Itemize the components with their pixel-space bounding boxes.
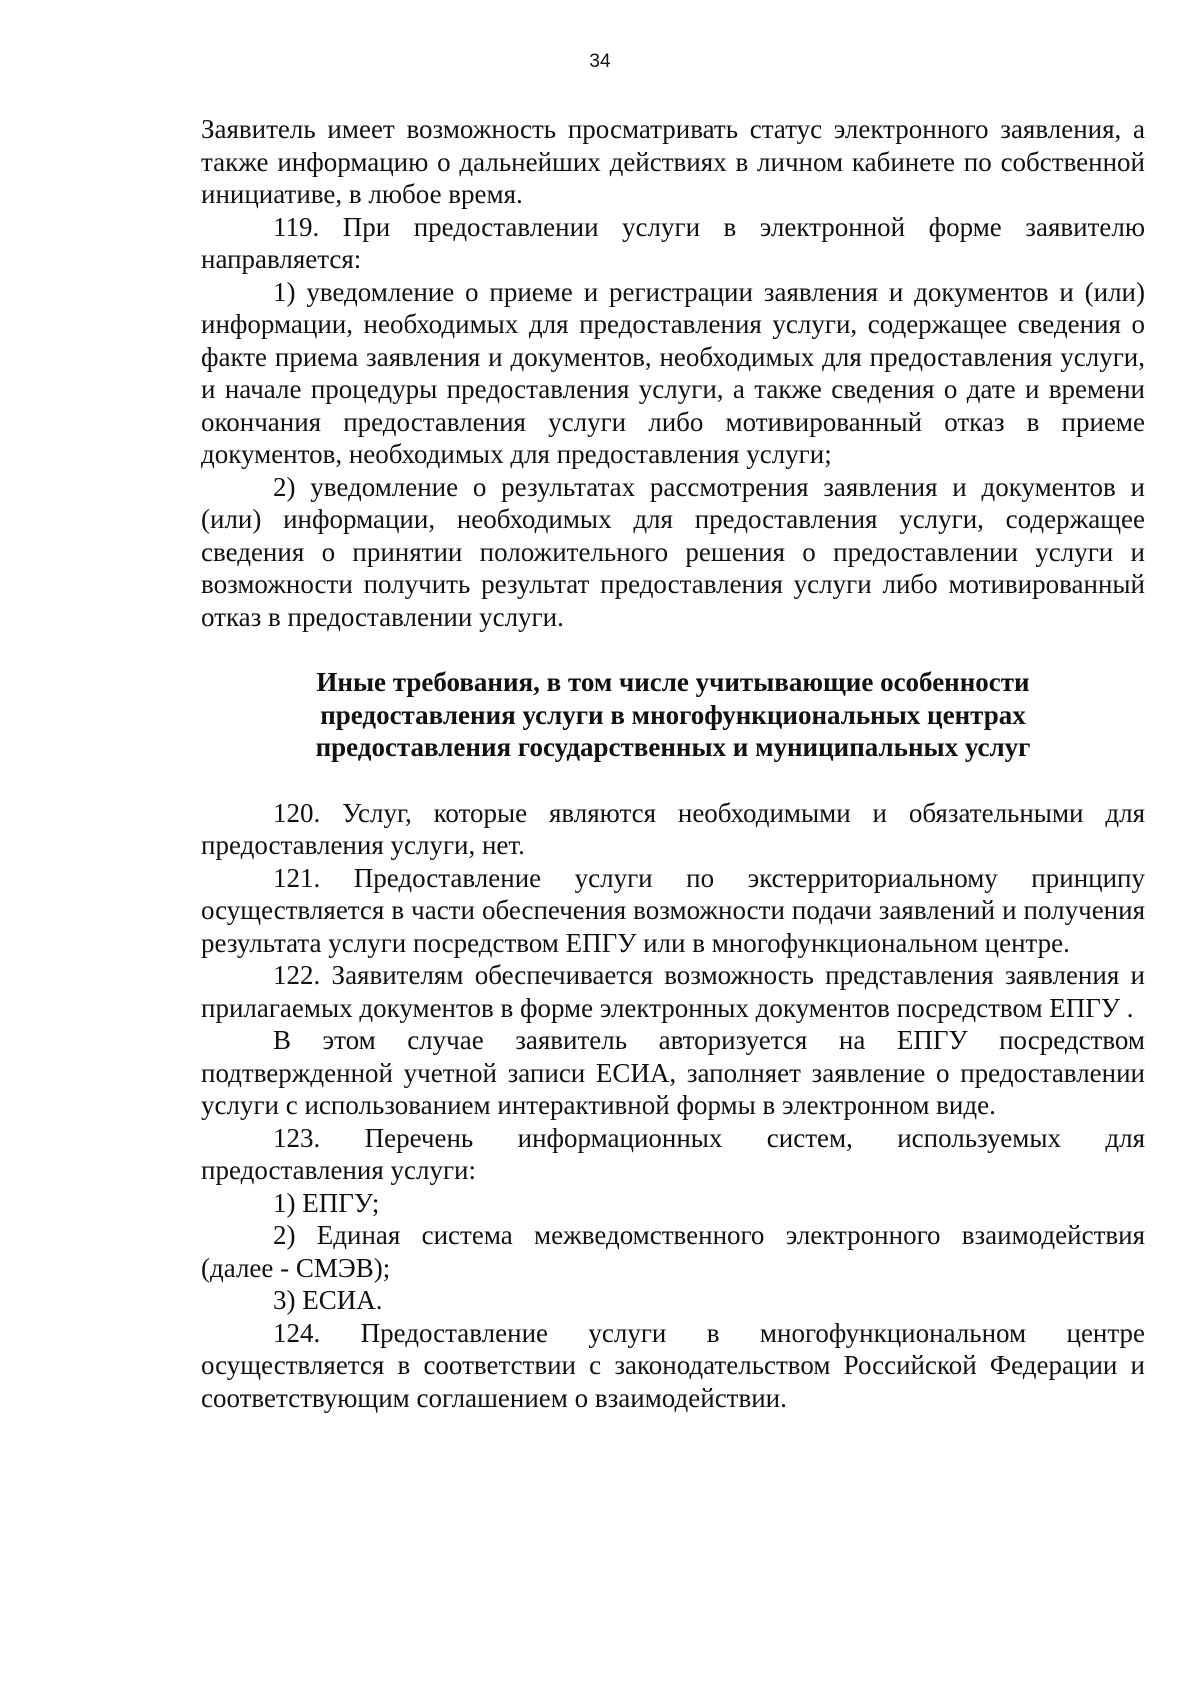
paragraph-119: 119. При предоставлении услуги в электронной форме заявителю направляется: (201, 211, 1145, 274)
paragraph-124: 124. Предоставление услуги в многофункциональном центре осуществляется в соответствии с законодательством Российской Федерации и соответствующим соглашением о взаимодействии. (201, 1317, 1145, 1413)
paragraph-121: 121. Предоставление услуги по экстерриториальному принципу осуществляется в части обеспечения возможности подачи заявлений и получения результата услуги посредством ЕПГУ или в многофункциональном центре. (201, 862, 1145, 958)
document-body (201, 113, 1145, 1414)
paragraph-123-item-2: 2) Единая система межведомственного электронного взаимодействия (далее - СМЭВ); (201, 1220, 1145, 1283)
paragraph-119-item-2: 2) уведомление о результатах рассмотрения заявления и документов и (или) информации, необходимых для предоставления услуги, содержащее сведения о принятии положительного решения о предоставлении услуги и возможности получить результат предоставления услуги либо мотивированный отказ в предоставлении услуги. (201, 471, 1145, 632)
section-heading: Иные требования, в том числе учитывающие особенности предоставления услуги в многофункциональных центрах предоставления государственных и муниципальных услуг (315, 667, 1031, 762)
page-number: 34 (589, 51, 611, 72)
paragraph-122: 122. Заявителям обеспечивается возможность представления заявления и прилагаемых документов в форме электронных документов посредством ЕПГУ . (201, 960, 1145, 1023)
paragraph-122-continuation: В этом случае заявитель авторизуется на ЕПГУ посредством подтвержденной учетной записи ЕСИА, заполняет заявление о предоставлении услуги с использованием интерактивной формы в электронном виде. (201, 1025, 1145, 1120)
paragraph-123: 123. Перечень информационных систем, используемых для предоставления услуги: (201, 1122, 1145, 1185)
paragraph-123-item-3: 3) ЕСИА. (273, 1285, 383, 1315)
paragraph-123-item-1: 1) ЕПГУ; (273, 1187, 380, 1218)
paragraph-status-info: Заявитель имеет возможность просматривать статус электронного заявления, а также информацию о дальнейших действиях в личном кабинете по собственной инициативе, в любое время. (201, 114, 1145, 209)
paragraph-119-item-1: 1) уведомление о приеме и регистрации заявления и документов и (или) информации, необходимых для предоставления услуги, содержащее сведения о факте приема заявления и документов, необходимых для предоставления услуги, и начале процедуры предоставления услуги, а также сведения о дате и времени окончания предоставления услуги либо мотивированный отказ в приеме документов, необходимых для предоставления услуги; (201, 276, 1145, 469)
paragraph-120: 120. Услуг, которые являются необходимыми и обязательными для предоставления услуги, нет. (201, 797, 1145, 860)
